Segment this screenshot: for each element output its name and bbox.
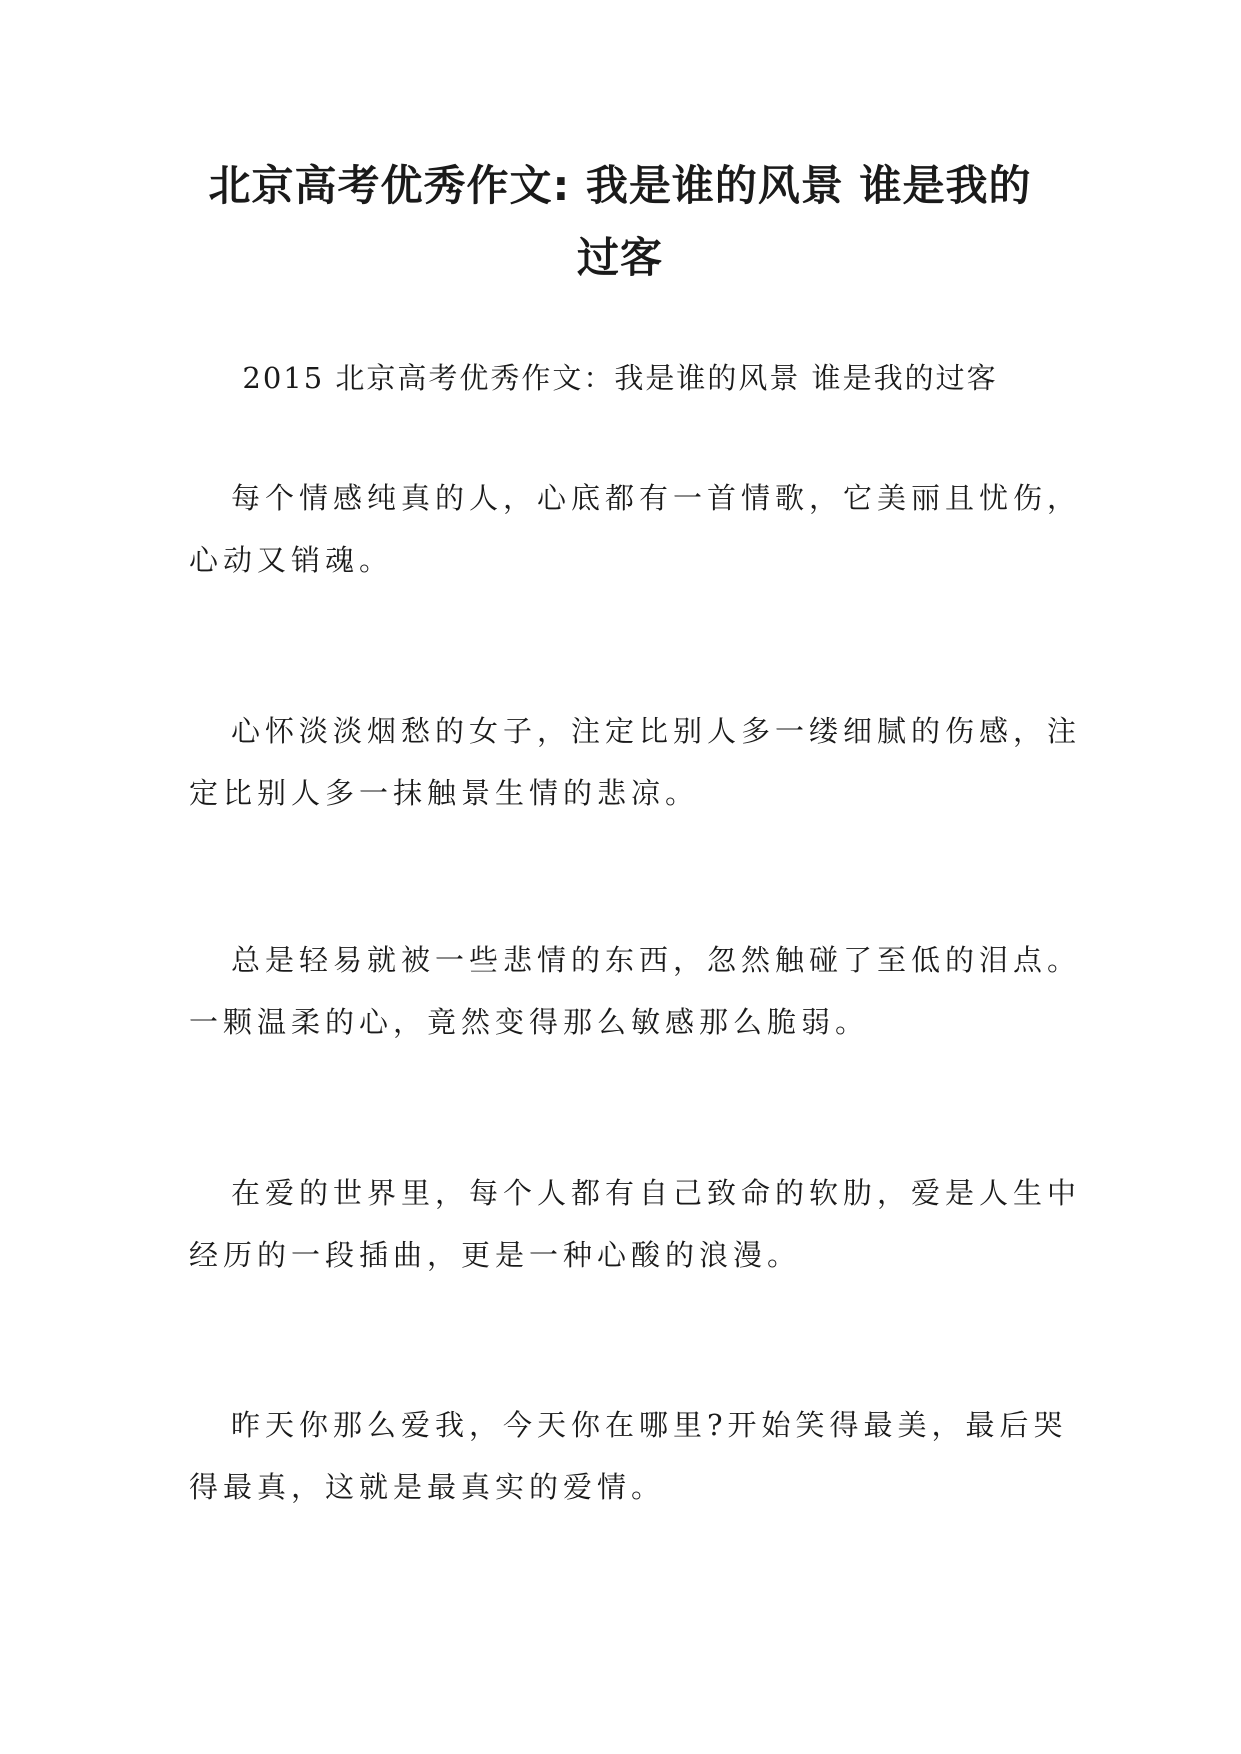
paragraph-line: 得最真，这就是最真实的爱情。 xyxy=(189,1470,666,1504)
document-title xyxy=(180,150,1060,294)
paragraph-line: 昨天你那么爱我，今天你在哪里?开始笑得最美，最后哭 xyxy=(231,1408,1068,1442)
paragraph-line: 心动又销魂。 xyxy=(189,543,394,577)
paragraph-line: 定比别人多一抹触景生情的悲凉。 xyxy=(189,776,700,810)
paragraph-line: 一颗温柔的心，竟然变得那么敏感那么脆弱。 xyxy=(189,1005,870,1039)
title-line: 北京高考优秀作文: 我是谁的风景 谁是我的 xyxy=(208,161,1032,210)
paragraph xyxy=(189,1394,1069,1518)
paragraph-line: 经历的一段插曲，更是一种心酸的浪漫。 xyxy=(189,1238,802,1272)
paragraph xyxy=(189,1162,1082,1286)
paragraph-line: 在爱的世界里，每个人都有自己致命的软肋，爱是人生中 xyxy=(231,1176,1082,1210)
paragraph-line: 每个情感纯真的人，心底都有一首情歌，它美丽且忧伤， xyxy=(231,481,1082,515)
title-line: 过客 xyxy=(576,233,663,282)
paragraph-line: 总是轻易就被一些悲情的东西，忽然触碰了至低的泪点。 xyxy=(231,943,1082,977)
paragraph xyxy=(189,700,1082,824)
paragraph xyxy=(189,467,1082,591)
paragraph xyxy=(189,929,1082,1053)
paragraph-line: 心怀淡淡烟愁的女子，注定比别人多一缕细腻的伤感，注 xyxy=(231,714,1082,748)
document-subtitle: 2015 北京高考优秀作文：我是谁的风景 谁是我的过客 xyxy=(242,361,998,395)
